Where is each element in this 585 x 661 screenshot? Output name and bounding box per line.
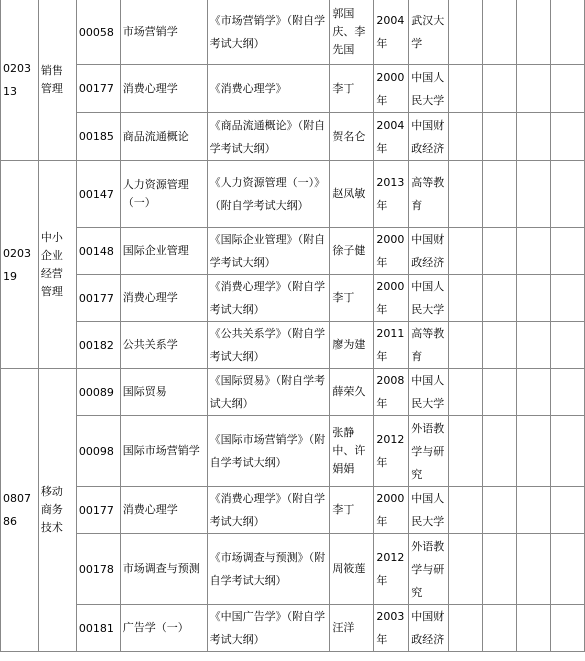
- empty-cell: [517, 487, 551, 534]
- editor-cell: 李丁: [330, 275, 374, 322]
- editor-cell: 汪洋: [330, 605, 374, 652]
- course-code-cell: 00147: [76, 161, 120, 228]
- empty-cell: [449, 161, 483, 228]
- empty-cell: [551, 534, 585, 605]
- major-name-cell: 中小企业经营管理: [38, 161, 76, 369]
- course-name-cell: 广告学（一）: [120, 605, 207, 652]
- table-row: [1, 369, 585, 416]
- empty-cell: [551, 113, 585, 161]
- empty-cell: [551, 605, 585, 652]
- table-row: [1, 65, 585, 113]
- editor-cell: 薛荣久: [330, 369, 374, 416]
- editor-cell: 周筱莲: [330, 534, 374, 605]
- empty-cell: [483, 113, 517, 161]
- empty-cell: [517, 228, 551, 275]
- course-code-cell: 00058: [76, 0, 120, 65]
- editor-cell: 李丁: [330, 65, 374, 113]
- textbook-cell: 《商品流通概论》（附自学考试大纲）: [207, 113, 330, 161]
- textbook-cell: 《市场营销学》（附自学考试大纲）: [207, 0, 330, 65]
- textbook-cell: 《中国广告学》（附自学考试大纲）: [207, 605, 330, 652]
- empty-cell: [551, 416, 585, 487]
- course-name-cell: 市场调查与预测: [120, 534, 207, 605]
- year-cell: 2003年: [374, 605, 409, 652]
- course-code-cell: 00178: [76, 534, 120, 605]
- course-name-cell: 消费心理学: [120, 487, 207, 534]
- empty-cell: [551, 369, 585, 416]
- textbook-cell: 《消费心理学》（附自学考试大纲）: [207, 487, 330, 534]
- empty-cell: [449, 275, 483, 322]
- empty-cell: [483, 534, 517, 605]
- course-name-cell: 人力资源管理（一）: [120, 161, 207, 228]
- year-cell: 2000年: [374, 487, 409, 534]
- major-code-cell: 020313: [1, 0, 39, 161]
- year-cell: 2000年: [374, 275, 409, 322]
- empty-cell: [551, 228, 585, 275]
- empty-cell: [517, 605, 551, 652]
- empty-cell: [449, 487, 483, 534]
- empty-cell: [551, 487, 585, 534]
- publisher-cell: 中国财政经济: [409, 113, 449, 161]
- empty-cell: [483, 65, 517, 113]
- empty-cell: [517, 65, 551, 113]
- textbook-cell: 《国际企业管理》（附自学考试大纲）: [207, 228, 330, 275]
- textbook-cell: 《公共关系学》（附自学考试大纲）: [207, 322, 330, 369]
- publisher-cell: 外语教学与研究: [409, 534, 449, 605]
- textbook-cell: 《国际市场营销学》（附自学考试大纲）: [207, 416, 330, 487]
- empty-cell: [517, 0, 551, 65]
- year-cell: 2000年: [374, 228, 409, 275]
- course-code-cell: 00089: [76, 369, 120, 416]
- editor-cell: 廖为建: [330, 322, 374, 369]
- course-name-cell: 消费心理学: [120, 65, 207, 113]
- empty-cell: [517, 534, 551, 605]
- major-code-cell: 020319: [1, 161, 39, 369]
- editor-cell: 赵凤敏: [330, 161, 374, 228]
- publisher-cell: 中国财政经济: [409, 228, 449, 275]
- empty-cell: [449, 113, 483, 161]
- table-row: [1, 228, 585, 275]
- year-cell: 2013年: [374, 161, 409, 228]
- course-code-cell: 00181: [76, 605, 120, 652]
- empty-cell: [517, 322, 551, 369]
- empty-cell: [483, 605, 517, 652]
- year-cell: 2004年: [374, 113, 409, 161]
- textbook-cell: 《消费心理学》（附自学考试大纲）: [207, 275, 330, 322]
- editor-cell: 郭国庆、李先国: [330, 0, 374, 65]
- empty-cell: [517, 275, 551, 322]
- year-cell: 2012年: [374, 534, 409, 605]
- editor-cell: 李丁: [330, 487, 374, 534]
- course-code-cell: 00177: [76, 487, 120, 534]
- empty-cell: [517, 369, 551, 416]
- publisher-cell: 中国人民大学: [409, 65, 449, 113]
- empty-cell: [449, 369, 483, 416]
- editor-cell: 贺名仑: [330, 113, 374, 161]
- course-code-cell: 00182: [76, 322, 120, 369]
- table-row: [1, 0, 585, 65]
- publisher-cell: 高等教育: [409, 322, 449, 369]
- empty-cell: [483, 322, 517, 369]
- publisher-cell: 中国人民大学: [409, 369, 449, 416]
- year-cell: 2012年: [374, 416, 409, 487]
- empty-cell: [483, 0, 517, 65]
- table-body: [1, 0, 585, 652]
- course-name-cell: 商品流通概论: [120, 113, 207, 161]
- course-name-cell: 市场营销学: [120, 0, 207, 65]
- course-code-cell: 00177: [76, 275, 120, 322]
- table-row: [1, 322, 585, 369]
- course-code-cell: 00098: [76, 416, 120, 487]
- course-name-cell: 公共关系学: [120, 322, 207, 369]
- course-code-cell: 00177: [76, 65, 120, 113]
- major-name-cell: 销售管理: [38, 0, 76, 161]
- publisher-cell: 高等教育: [409, 161, 449, 228]
- major-code-cell: 080786: [1, 369, 39, 652]
- empty-cell: [449, 416, 483, 487]
- table-row: [1, 275, 585, 322]
- publisher-cell: 外语教学与研究: [409, 416, 449, 487]
- empty-cell: [517, 416, 551, 487]
- textbook-cell: 《市场调查与预测》（附自学考试大纲）: [207, 534, 330, 605]
- course-name-cell: 国际市场营销学: [120, 416, 207, 487]
- empty-cell: [483, 228, 517, 275]
- publisher-cell: 中国人民大学: [409, 487, 449, 534]
- textbook-cell: 《消费心理学》: [207, 65, 330, 113]
- year-cell: 2000年: [374, 65, 409, 113]
- table-row: [1, 161, 585, 228]
- publisher-cell: 中国人民大学: [409, 275, 449, 322]
- year-cell: 2004年: [374, 0, 409, 65]
- year-cell: 2011年: [374, 322, 409, 369]
- publisher-cell: 中国财政经济: [409, 605, 449, 652]
- year-cell: 2008年: [374, 369, 409, 416]
- empty-cell: [483, 416, 517, 487]
- course-code-cell: 00148: [76, 228, 120, 275]
- textbook-cell: 《国际贸易》（附自学考试大纲）: [207, 369, 330, 416]
- table-row: [1, 534, 585, 605]
- empty-cell: [483, 487, 517, 534]
- empty-cell: [551, 322, 585, 369]
- publisher-cell: 武汉大学: [409, 0, 449, 65]
- course-name-cell: 国际企业管理: [120, 228, 207, 275]
- course-code-cell: 00185: [76, 113, 120, 161]
- major-name-cell: 移动商务技术: [38, 369, 76, 652]
- empty-cell: [449, 534, 483, 605]
- empty-cell: [449, 0, 483, 65]
- table-row: [1, 605, 585, 652]
- course-name-cell: 消费心理学: [120, 275, 207, 322]
- editor-cell: 张静中、许娟娟: [330, 416, 374, 487]
- table-row: [1, 416, 585, 487]
- empty-cell: [551, 161, 585, 228]
- empty-cell: [517, 113, 551, 161]
- empty-cell: [449, 65, 483, 113]
- empty-cell: [551, 65, 585, 113]
- empty-cell: [517, 161, 551, 228]
- empty-cell: [551, 0, 585, 65]
- table-row: [1, 487, 585, 534]
- course-name-cell: 国际贸易: [120, 369, 207, 416]
- editor-cell: 徐子健: [330, 228, 374, 275]
- empty-cell: [449, 322, 483, 369]
- empty-cell: [551, 275, 585, 322]
- empty-cell: [483, 369, 517, 416]
- empty-cell: [483, 161, 517, 228]
- table-row: [1, 113, 585, 161]
- empty-cell: [483, 275, 517, 322]
- textbook-cell: 《人力资源管理（一）》（附自学考试大纲）: [207, 161, 330, 228]
- empty-cell: [449, 605, 483, 652]
- empty-cell: [449, 228, 483, 275]
